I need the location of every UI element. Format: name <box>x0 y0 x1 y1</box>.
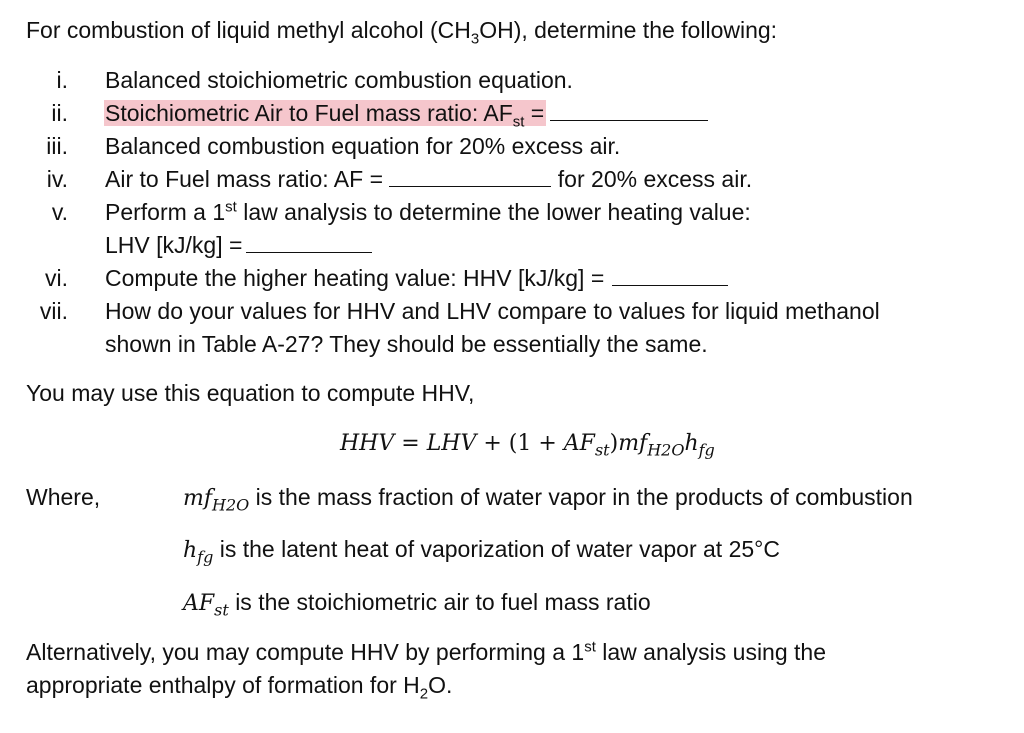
eq-plus: + (1 + <box>476 431 564 456</box>
def-afst-symbol <box>183 591 229 620</box>
item-number-1: i. <box>56 67 68 93</box>
where-label: Where, <box>26 484 101 510</box>
def-afst-sub: st <box>214 600 229 620</box>
alt-l2-before: appropriate enthalpy of formation for H <box>26 672 420 698</box>
alternative-line-2 <box>26 671 453 703</box>
item-text-5 <box>105 198 751 226</box>
item-text-2 <box>104 99 708 131</box>
answer-blank-af[interactable] <box>389 166 551 187</box>
item-6-text: Compute the higher heating value: HHV [kJ/kg] = <box>105 265 605 291</box>
def-hfg-sym: h <box>183 538 198 563</box>
item-5-text: Perform a 1 <box>105 199 226 225</box>
intro-subscript: 3 <box>470 30 480 48</box>
answer-blank-hhv[interactable] <box>612 265 728 286</box>
intro-text-before: For combustion of liquid methyl alcohol (CH <box>26 17 471 43</box>
alt-l2-sub: 2 <box>419 685 429 703</box>
eq-mf-sub: H2O <box>647 440 685 460</box>
eq-af: AF <box>563 431 595 456</box>
item-text-7-line2: shown in Table A-27? They should be essentially the same. <box>105 331 708 357</box>
item-number-5: v. <box>51 199 68 225</box>
item-5-superscript: st <box>225 198 237 216</box>
item-text-6 <box>105 264 728 292</box>
item-number-2: ii. <box>51 100 68 126</box>
def-mf-symbol <box>183 486 250 515</box>
eq-close: ) <box>609 431 619 456</box>
alt-l1-after: law analysis using the <box>595 639 826 665</box>
eq-af-sub: st <box>594 440 610 460</box>
def-mf-sym: mf <box>183 486 213 511</box>
answer-blank-af-st[interactable] <box>550 100 708 121</box>
item-text-4 <box>105 165 752 193</box>
definition-mf <box>183 483 913 513</box>
equation-intro: You may use this equation to compute HHV, <box>26 380 475 406</box>
alt-l1-sup: st <box>584 638 596 656</box>
item-2-subscript: st <box>512 113 525 131</box>
item-text-3: Balanced combustion equation for 20% excess air. <box>105 133 621 159</box>
item-number-6: vi. <box>45 265 68 291</box>
intro-text-after: OH), determine the following: <box>479 17 778 43</box>
eq-h-sub: fg <box>698 440 715 460</box>
eq-equals: = <box>394 431 427 456</box>
def-hfg-symbol <box>183 538 214 567</box>
item-number-7: vii. <box>39 298 68 324</box>
item-2-after: = <box>524 100 545 126</box>
highlighted-question <box>104 100 546 131</box>
def-afst-sym: AF <box>183 591 215 616</box>
def-mf-text: is the mass fraction of water vapor in the products of combustion <box>255 484 913 510</box>
def-afst-text: is the stoichiometric air to fuel mass ratio <box>235 589 651 615</box>
definition-hfg <box>183 535 780 565</box>
def-mf-sub: H2O <box>212 495 250 515</box>
definition-afst <box>183 588 651 618</box>
alt-l2-after: O. <box>428 672 453 698</box>
alternative-line-1 <box>26 638 826 666</box>
item-4-after: for 20% excess air. <box>551 166 753 192</box>
eq-lhs: HHV <box>340 431 395 456</box>
item-5-line2: LHV [kJ/kg] = <box>105 232 243 258</box>
item-5-after: law analysis to determine the lower heating value: <box>236 199 751 225</box>
item-number-4: iv. <box>46 166 68 192</box>
item-text-7: How do your values for HHV and LHV compare to values for liquid methanol <box>105 298 880 324</box>
answer-blank-lhv[interactable] <box>246 232 372 253</box>
eq-lhv: LHV <box>426 431 477 456</box>
item-2-text: Stoichiometric Air to Fuel mass ratio: AF <box>105 100 513 126</box>
def-hfg-sub: fg <box>197 547 214 567</box>
item-number-3: iii. <box>46 133 68 159</box>
intro-line <box>26 16 778 48</box>
eq-mf: mf <box>618 431 648 456</box>
alt-l1-before: Alternatively, you may compute HHV by performing a 1 <box>26 639 585 665</box>
eq-h: h <box>684 431 699 456</box>
item-4-text: Air to Fuel mass ratio: AF = <box>105 166 390 192</box>
item-text-1: Balanced stoichiometric combustion equation. <box>105 67 573 93</box>
item-text-5-line2 <box>105 231 372 259</box>
hhv-equation <box>340 430 715 458</box>
def-hfg-text: is the latent heat of vaporization of water vapor at 25°C <box>219 536 780 562</box>
